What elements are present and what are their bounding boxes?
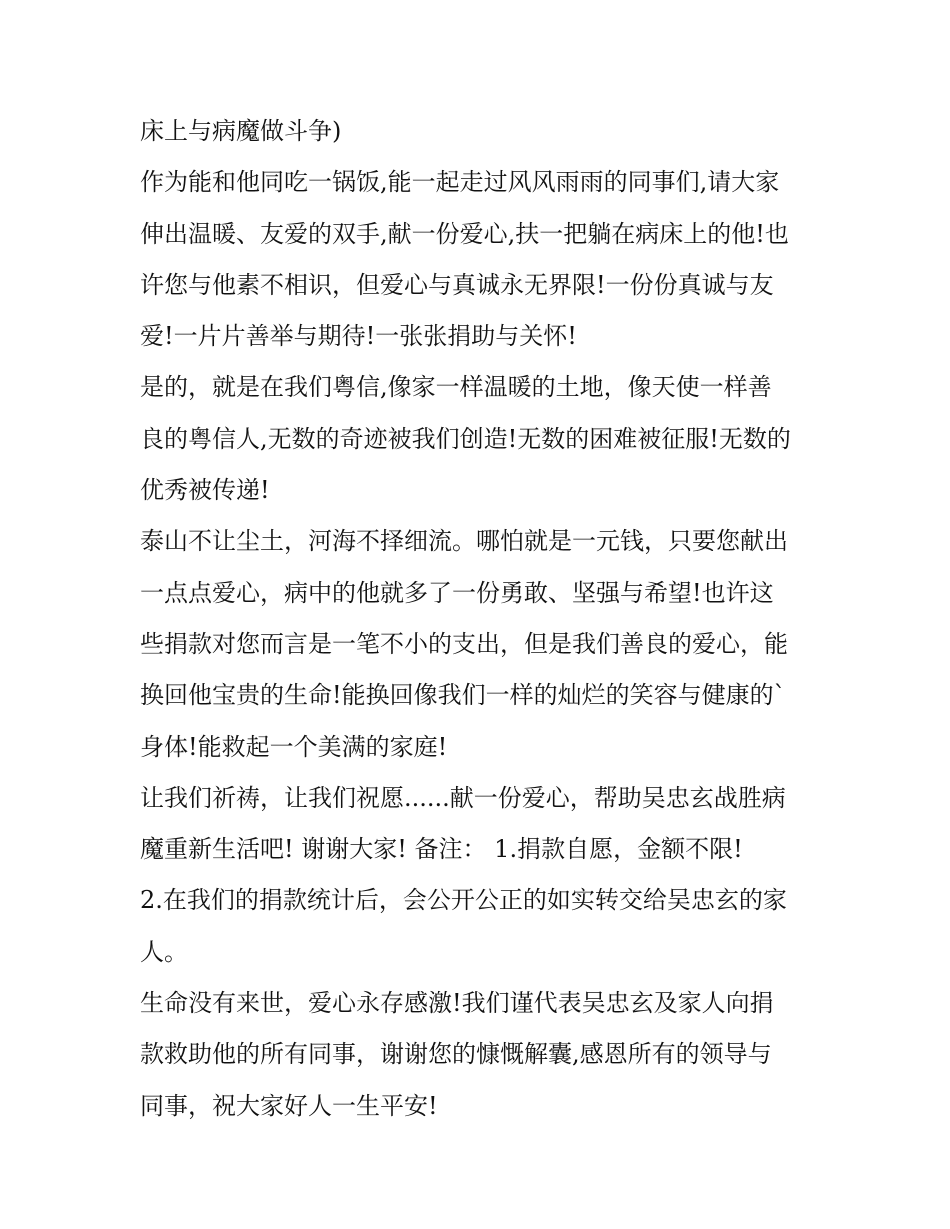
text-line: 同事，祝大家好人一生平安! — [140, 1091, 438, 1120]
text-line: 作为能和他同吃一锅饭,能一起走过风风雨雨的同事们,请大家 — [140, 168, 780, 197]
text-line: 一点点爱心，病中的他就多了一份勇敢、坚强与希望!也许这 — [140, 578, 774, 607]
text-line: 爱!一片片善举与期待!一张张捐助与关怀! — [140, 322, 577, 351]
text-line: 床上与病魔做斗争) — [140, 117, 342, 145]
text-line: 良的粤信人,无数的奇迹被我们创造!无数的困难被征服!无数的 — [140, 424, 791, 453]
text-line: 魔重新生活吧! 谢谢大家! 备注： 1.捐款自愿，金额不限! — [140, 835, 743, 864]
text-line: 优秀被传递! — [140, 476, 270, 505]
text-line: 生命没有来世，爱心永存感激!我们谨代表吴忠玄及家人向捐 — [140, 989, 774, 1018]
text-line: 身体!能救起一个美满的家庭! — [140, 732, 448, 761]
text-line: 泰山不让尘土，河海不择细流。哪怕就是一元钱，只要您献出 — [140, 527, 788, 556]
text-line: 让我们祈祷，让我们祝愿......献一份爱心，帮助吴忠玄战胜病 — [140, 783, 786, 812]
text-line: 2.在我们的捐款统计后，会公开公正的如实转交给吴忠玄的家 — [140, 886, 787, 915]
text-line: 些捐款对您而言是一笔不小的支出，但是我们善良的爱心，能 — [140, 629, 788, 658]
text-line: 换回他宝贵的生命!能换回像我们一样的灿烂的笑容与健康的` — [140, 681, 786, 710]
text-line: 人。 — [140, 937, 188, 966]
text-line: 是的，就是在我们粤信,像家一样温暖的土地，像天使一样善 — [140, 373, 772, 402]
body-text — [140, 106, 820, 1132]
text-line: 款救助他的所有同事，谢谢您的慷慨解囊,感恩所有的领导与 — [140, 1040, 772, 1069]
text-line: 伸出温暖、友爱的双手,献一份爱心,扶一把躺在病床上的他!也 — [140, 219, 789, 248]
text-line: 许您与他素不相识，但爱心与真诚永无界限!一份份真诚与友 — [140, 270, 774, 299]
